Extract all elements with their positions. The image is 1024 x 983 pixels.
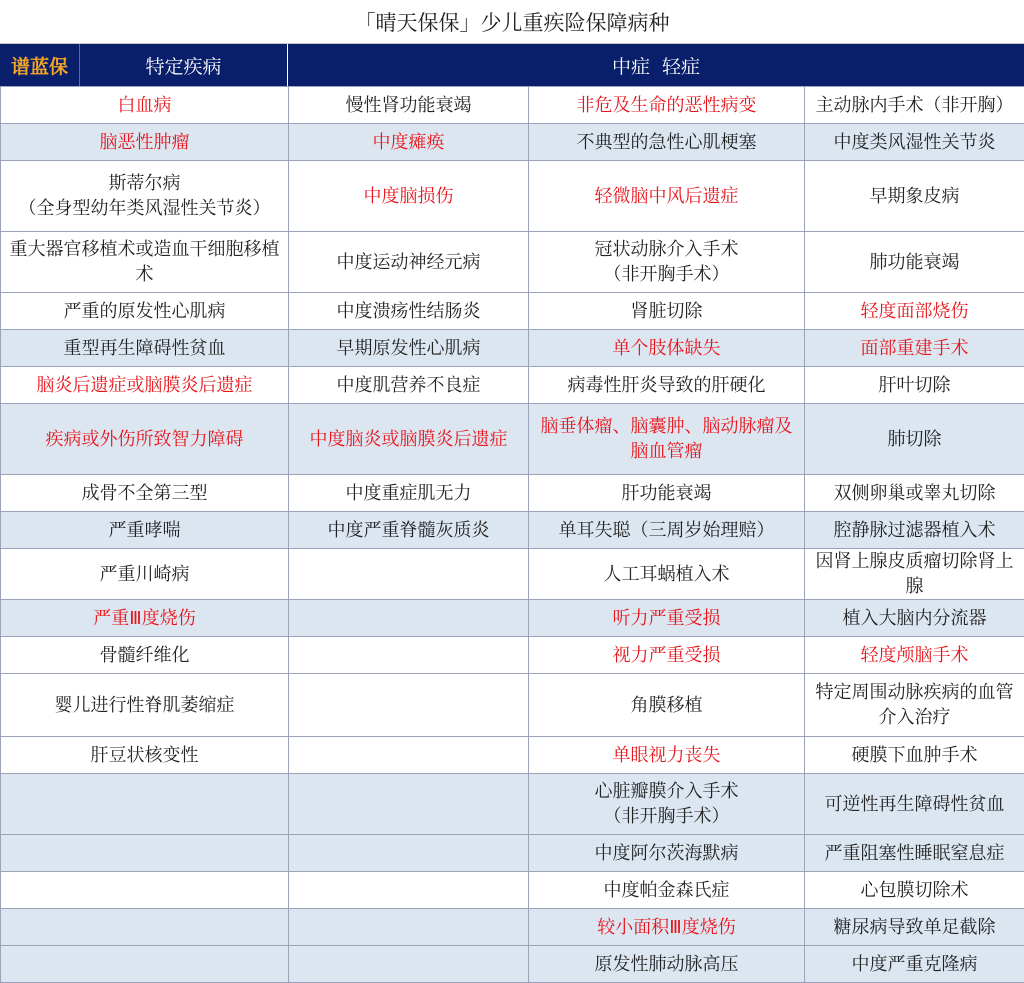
table-row bbox=[1, 909, 1024, 946]
mild-disease-cell: 中度阿尔茨海默病 bbox=[529, 835, 805, 872]
mild-disease-cell-2: 双侧卵巢或睾丸切除 bbox=[805, 475, 1024, 512]
mild-disease-cell: 视力严重受损 bbox=[529, 637, 805, 674]
mild-disease-cell-2: 特定周围动脉疾病的血管介入治疗 bbox=[805, 674, 1024, 737]
special-disease-cell: 斯蒂尔病 （全身型幼年类风湿性关节炎） bbox=[1, 161, 289, 232]
table-row bbox=[1, 330, 1024, 367]
mild-disease-cell: 较小面积Ⅲ度烧伤 bbox=[529, 909, 805, 946]
mild-disease-cell-2: 硬膜下血肿手术 bbox=[805, 737, 1024, 774]
moderate-disease-cell bbox=[289, 637, 529, 674]
table-header bbox=[0, 44, 1024, 86]
moderate-disease-cell bbox=[289, 674, 529, 737]
table-row bbox=[1, 293, 1024, 330]
special-disease-cell: 严重的原发性心肌病 bbox=[1, 293, 289, 330]
table-row bbox=[1, 232, 1024, 293]
moderate-disease-cell: 中度瘫痪 bbox=[289, 124, 529, 161]
moderate-disease-cell bbox=[289, 549, 529, 600]
mild-disease-cell-2: 轻度颅脑手术 bbox=[805, 637, 1024, 674]
mild-disease-cell-2: 糖尿病导致单足截除 bbox=[805, 909, 1024, 946]
mild-disease-cell: 单眼视力丧失 bbox=[529, 737, 805, 774]
special-disease-cell: 成骨不全第三型 bbox=[1, 475, 289, 512]
special-disease-cell bbox=[1, 872, 289, 909]
moderate-disease-cell bbox=[289, 872, 529, 909]
special-disease-cell: 脑炎后遗症或脑膜炎后遗症 bbox=[1, 367, 289, 404]
table-row bbox=[1, 475, 1024, 512]
special-disease-cell: 重大器官移植术或造血干细胞移植术 bbox=[1, 232, 289, 293]
special-disease-cell: 脑恶性肿瘤 bbox=[1, 124, 289, 161]
special-disease-cell: 婴儿进行性脊肌萎缩症 bbox=[1, 674, 289, 737]
mild-disease-cell-2: 可逆性再生障碍性贫血 bbox=[805, 774, 1024, 835]
table-row bbox=[1, 737, 1024, 774]
special-disease-cell: 白血病 bbox=[1, 87, 289, 124]
mild-disease-cell-2: 轻度面部烧伤 bbox=[805, 293, 1024, 330]
table-row bbox=[1, 549, 1024, 600]
moderate-disease-cell bbox=[289, 909, 529, 946]
special-disease-cell: 疾病或外伤所致智力障碍 bbox=[1, 404, 289, 475]
mild-disease-cell-2: 肺切除 bbox=[805, 404, 1024, 475]
mild-disease-cell-2: 肺功能衰竭 bbox=[805, 232, 1024, 293]
moderate-disease-cell: 中度脑炎或脑膜炎后遗症 bbox=[289, 404, 529, 475]
table-row bbox=[1, 161, 1024, 232]
table-row bbox=[1, 600, 1024, 637]
moderate-disease-cell bbox=[289, 600, 529, 637]
mild-disease-cell-2: 面部重建手术 bbox=[805, 330, 1024, 367]
mild-disease-cell: 轻微脑中风后遗症 bbox=[529, 161, 805, 232]
mild-disease-cell: 中度帕金森氏症 bbox=[529, 872, 805, 909]
mild-disease-cell-2: 植入大脑内分流器 bbox=[805, 600, 1024, 637]
mild-disease-cell-2: 中度类风湿性关节炎 bbox=[805, 124, 1024, 161]
mild-disease-cell-2: 心包膜切除术 bbox=[805, 872, 1024, 909]
mild-disease-cell-2: 腔静脉过滤器植入术 bbox=[805, 512, 1024, 549]
header-moderate-mild: 中症 轻症 bbox=[288, 44, 1024, 86]
mild-disease-cell: 人工耳蜗植入术 bbox=[529, 549, 805, 600]
special-disease-cell bbox=[1, 774, 289, 835]
special-disease-cell: 严重Ⅲ度烧伤 bbox=[1, 600, 289, 637]
mild-disease-cell: 心脏瓣膜介入手术 （非开胸手术） bbox=[529, 774, 805, 835]
table-row bbox=[1, 124, 1024, 161]
page-title: 「晴天保保」少儿重疾险保障病种 bbox=[0, 0, 1024, 44]
moderate-disease-cell: 慢性肾功能衰竭 bbox=[289, 87, 529, 124]
mild-disease-cell: 不典型的急性心肌梗塞 bbox=[529, 124, 805, 161]
moderate-disease-cell: 中度溃疡性结肠炎 bbox=[289, 293, 529, 330]
moderate-disease-cell bbox=[289, 835, 529, 872]
mild-disease-cell: 非危及生命的恶性病变 bbox=[529, 87, 805, 124]
mild-disease-cell: 肝功能衰竭 bbox=[529, 475, 805, 512]
mild-disease-cell: 单个肢体缺失 bbox=[529, 330, 805, 367]
mild-disease-cell-2: 严重阻塞性睡眠窒息症 bbox=[805, 835, 1024, 872]
special-disease-cell bbox=[1, 909, 289, 946]
table-row bbox=[1, 367, 1024, 404]
moderate-disease-cell: 中度重症肌无力 bbox=[289, 475, 529, 512]
table-row bbox=[1, 637, 1024, 674]
mild-disease-cell-2: 早期象皮病 bbox=[805, 161, 1024, 232]
table-row bbox=[1, 512, 1024, 549]
moderate-disease-cell: 中度肌营养不良症 bbox=[289, 367, 529, 404]
moderate-disease-cell: 中度严重脊髓灰质炎 bbox=[289, 512, 529, 549]
special-disease-cell: 肝豆状核变性 bbox=[1, 737, 289, 774]
moderate-disease-cell bbox=[289, 737, 529, 774]
table-row bbox=[1, 835, 1024, 872]
mild-disease-cell: 脑垂体瘤、脑囊肿、脑动脉瘤及脑血管瘤 bbox=[529, 404, 805, 475]
mild-disease-cell: 肾脏切除 bbox=[529, 293, 805, 330]
header-special-disease: 特定疾病 bbox=[80, 44, 288, 86]
special-disease-cell bbox=[1, 835, 289, 872]
mild-disease-cell: 角膜移植 bbox=[529, 674, 805, 737]
table-row bbox=[1, 674, 1024, 737]
special-disease-cell: 严重川崎病 bbox=[1, 549, 289, 600]
table-row bbox=[1, 87, 1024, 124]
table-row bbox=[1, 404, 1024, 475]
mild-disease-cell: 听力严重受损 bbox=[529, 600, 805, 637]
table-row bbox=[1, 774, 1024, 835]
moderate-disease-cell bbox=[289, 946, 529, 983]
mild-disease-cell-2: 主动脉内手术（非开胸） bbox=[805, 87, 1024, 124]
mild-disease-cell-2: 中度严重克隆病 bbox=[805, 946, 1024, 983]
mild-disease-cell-2: 肝叶切除 bbox=[805, 367, 1024, 404]
mild-disease-cell: 单耳失聪（三周岁始理赔） bbox=[529, 512, 805, 549]
mild-disease-cell: 病毒性肝炎导致的肝硬化 bbox=[529, 367, 805, 404]
mild-disease-cell-2: 因肾上腺皮质瘤切除肾上腺 bbox=[805, 549, 1024, 600]
moderate-disease-cell: 早期原发性心肌病 bbox=[289, 330, 529, 367]
special-disease-cell: 严重哮喘 bbox=[1, 512, 289, 549]
mild-disease-cell: 原发性肺动脉高压 bbox=[529, 946, 805, 983]
brand-logo: 谱蓝保 bbox=[0, 44, 80, 86]
special-disease-cell bbox=[1, 946, 289, 983]
disease-table bbox=[0, 86, 1024, 983]
mild-disease-cell: 冠状动脉介入手术 （非开胸手术） bbox=[529, 232, 805, 293]
special-disease-cell: 重型再生障碍性贫血 bbox=[1, 330, 289, 367]
table-row bbox=[1, 946, 1024, 983]
table-row bbox=[1, 872, 1024, 909]
special-disease-cell: 骨髓纤维化 bbox=[1, 637, 289, 674]
moderate-disease-cell bbox=[289, 774, 529, 835]
moderate-disease-cell: 中度运动神经元病 bbox=[289, 232, 529, 293]
moderate-disease-cell: 中度脑损伤 bbox=[289, 161, 529, 232]
